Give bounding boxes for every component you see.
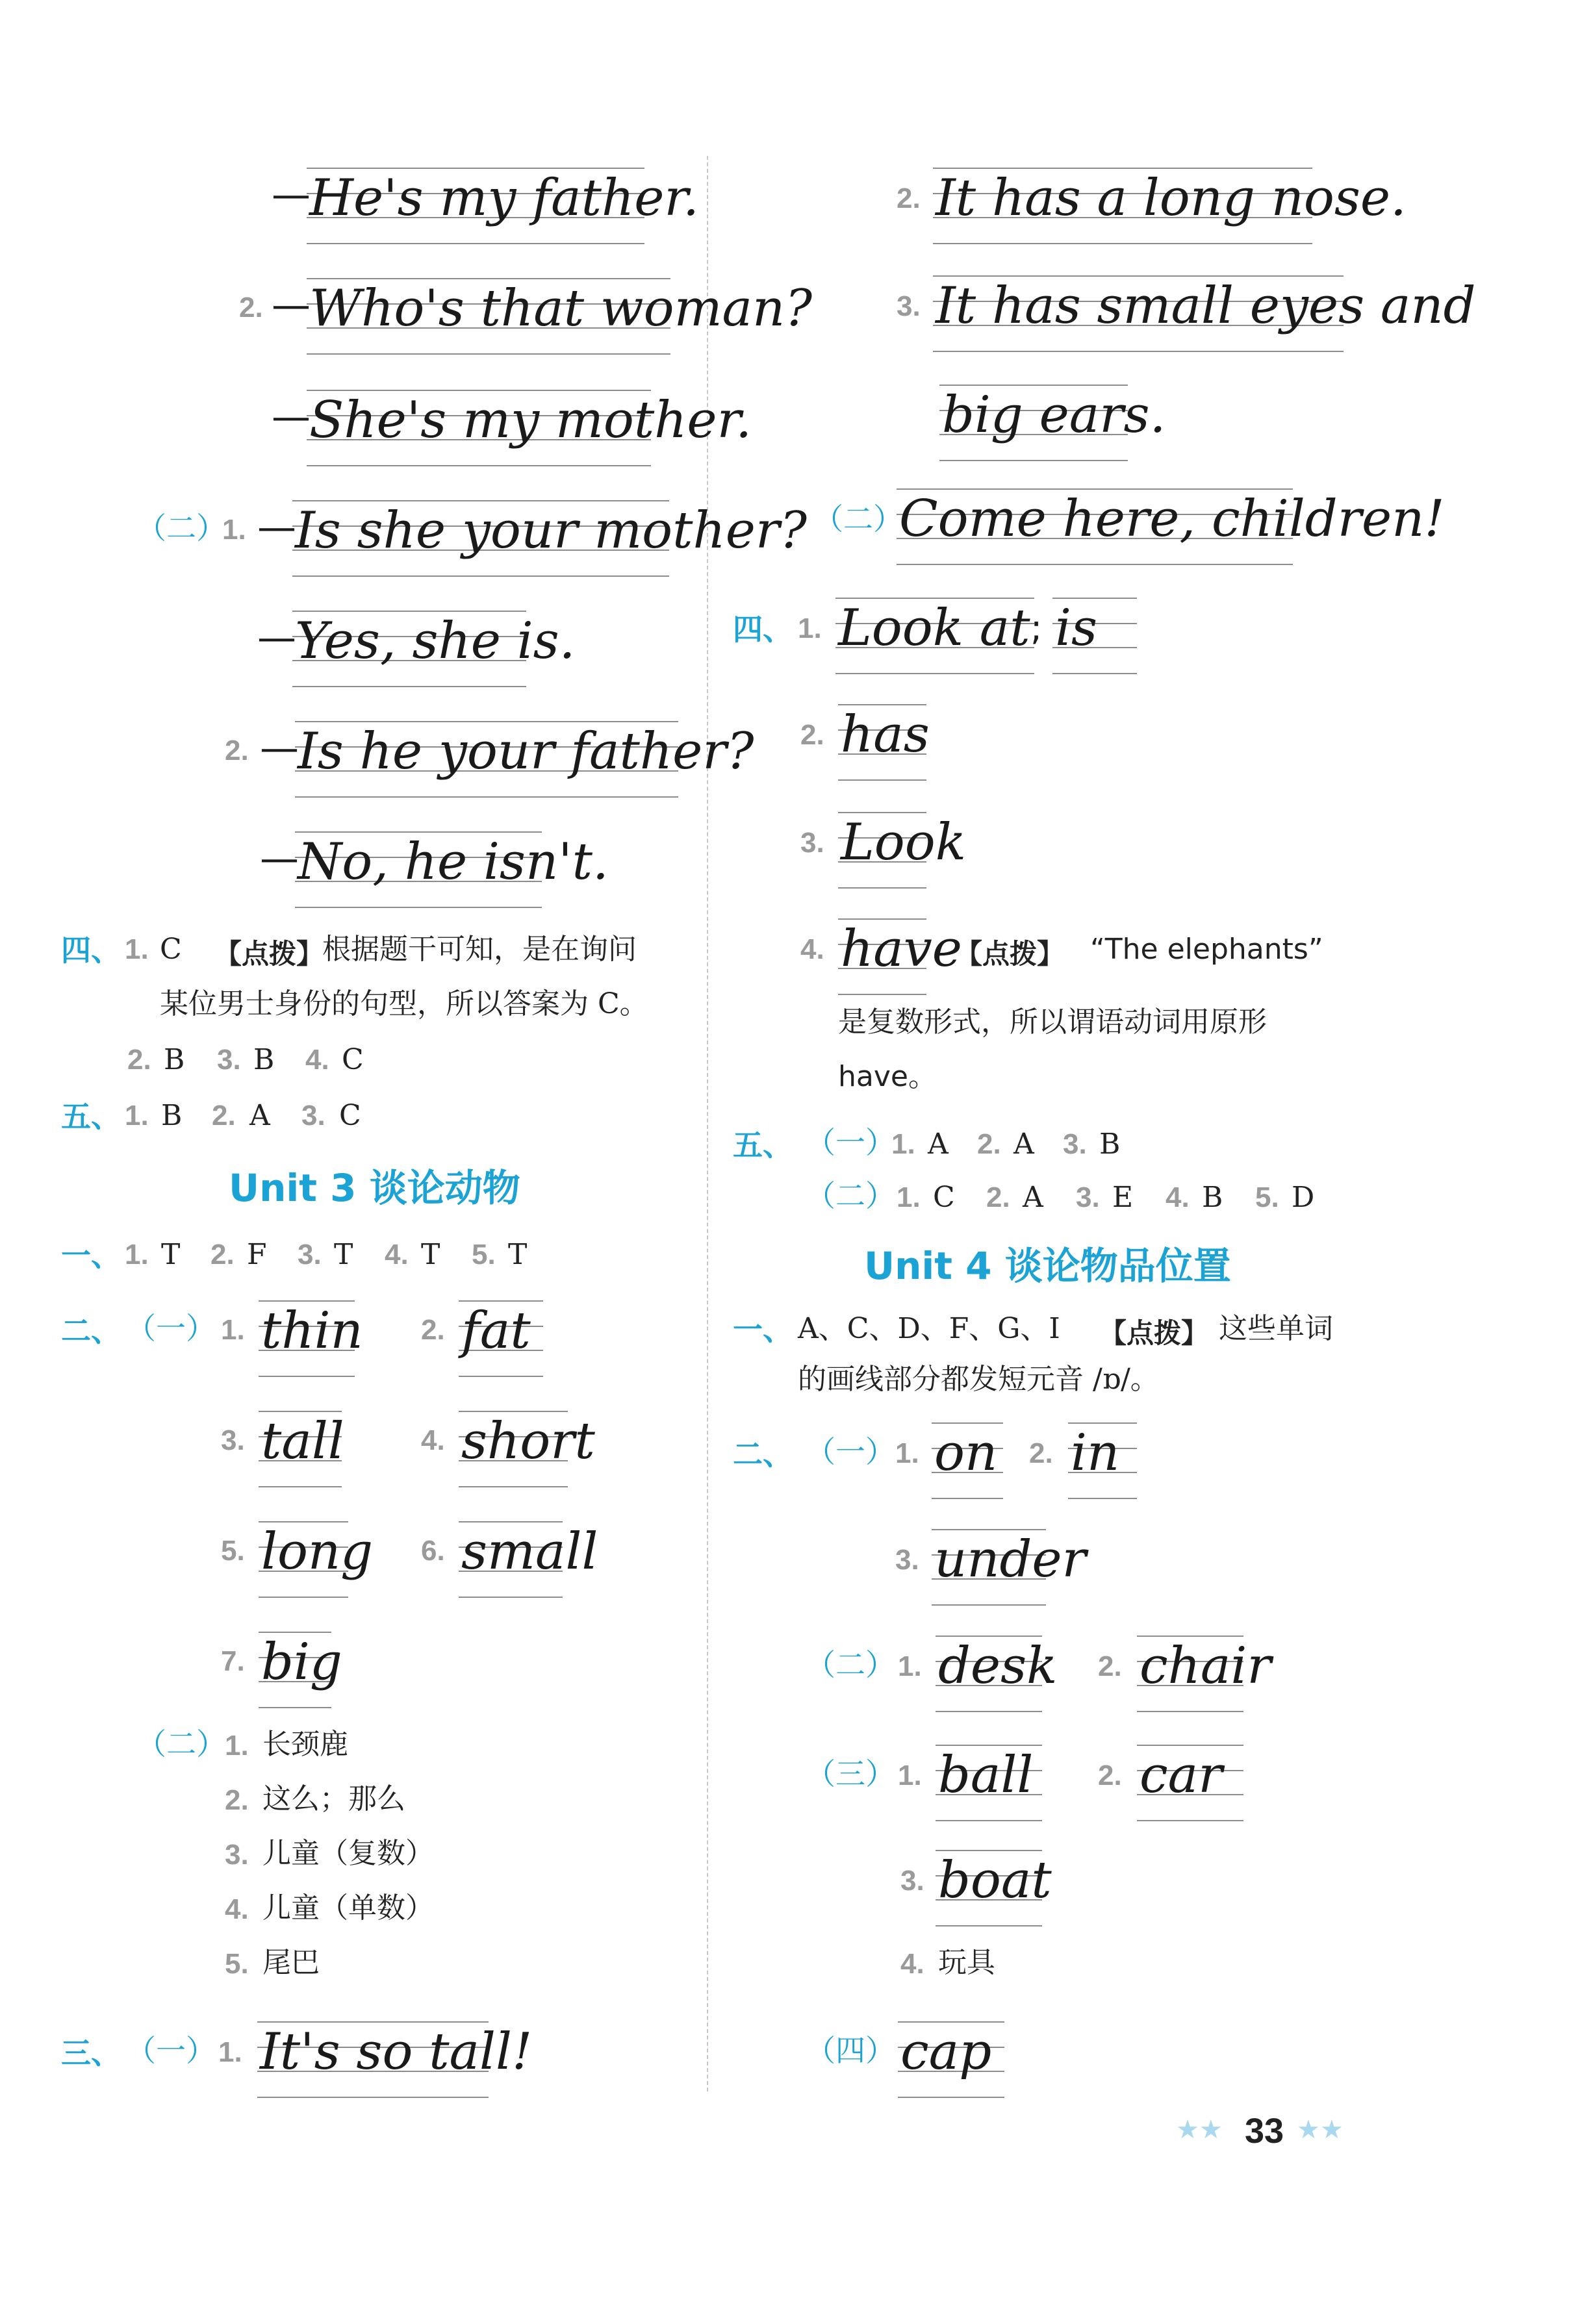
- handwriting-text: Come here, children!: [899, 490, 1445, 548]
- item-number: 3.: [298, 1239, 322, 1270]
- handwriting-line: [307, 278, 813, 355]
- handwriting-line: [1068, 1422, 1137, 1499]
- section-label: 二、: [61, 1313, 121, 1348]
- item-number: 2.: [1029, 1437, 1053, 1469]
- handwriting-line: [292, 611, 576, 687]
- dash: —: [272, 283, 311, 328]
- tip-text: have。: [838, 1060, 937, 1093]
- handwriting-text: tall: [261, 1412, 344, 1471]
- item-number: 2.: [800, 719, 824, 751]
- item-number: 2.: [1098, 1760, 1122, 1791]
- handwriting-text: boat: [938, 1851, 1052, 1910]
- handwriting-text: cap: [900, 2023, 992, 2081]
- handwriting-text: Is he your father?: [298, 722, 754, 781]
- handwriting-text: Yes, she is.: [295, 612, 576, 670]
- handwriting-line: [838, 812, 966, 889]
- handwriting-line: [933, 168, 1407, 244]
- item-number: 2.: [1098, 1650, 1122, 1682]
- sub-section-label: （一）: [806, 1125, 895, 1160]
- item-number: 3.: [895, 1544, 919, 1576]
- sub-section-label: （二）: [806, 1178, 895, 1213]
- handwriting-text: chair: [1140, 1637, 1271, 1695]
- handwriting-line: [459, 1521, 598, 1598]
- item-text: 儿童（复数）: [262, 1837, 434, 1870]
- handwriting-text: Look: [841, 813, 966, 872]
- handwriting-line: [939, 385, 1166, 461]
- item-number: 3.: [221, 1424, 245, 1456]
- answer: T: [334, 1238, 353, 1271]
- handwriting-line: [459, 1300, 543, 1377]
- answer: D: [1292, 1181, 1315, 1214]
- item-number: 1.: [125, 1100, 149, 1131]
- sub-section-label: （三）: [806, 1756, 895, 1791]
- handwriting-text: big: [261, 1633, 342, 1691]
- handwriting-text: in: [1071, 1424, 1120, 1482]
- handwriting-text: Look at: [838, 599, 1030, 657]
- sub-section-label: （一）: [126, 1311, 216, 1346]
- handwriting-text: is: [1055, 599, 1097, 657]
- item-number: 1.: [225, 1730, 249, 1762]
- sub-section-label: （二）: [806, 1647, 895, 1682]
- tip-text: 是复数形式，所以谓语动词用原形: [838, 1005, 1267, 1039]
- answer: A: [1013, 1128, 1034, 1161]
- item-number: 3.: [1076, 1181, 1100, 1213]
- handwriting-line: [933, 275, 1476, 352]
- answer: T: [161, 1238, 181, 1271]
- handwriting-text: have: [841, 920, 962, 978]
- handwriting-line: [1137, 1745, 1243, 1821]
- handwriting-line: [259, 1632, 342, 1708]
- handwriting-line: [307, 390, 752, 466]
- sub-section-label: （二）: [136, 1726, 226, 1762]
- item-number: 2.: [212, 1100, 236, 1131]
- item-number: 3.: [1063, 1128, 1087, 1160]
- item-text: 尾巴: [262, 1946, 320, 1979]
- handwriting-line: [835, 598, 1034, 674]
- tip-text: “The elephants”: [1090, 933, 1323, 966]
- handwriting-text: small: [461, 1522, 598, 1581]
- dash: —: [260, 836, 299, 881]
- handwriting-line: [259, 1521, 374, 1598]
- decorative-stars-right: ★★: [1297, 2115, 1344, 2145]
- dash: —: [257, 505, 296, 550]
- handwriting-line: [259, 1411, 342, 1487]
- item-number: 2.: [127, 1044, 151, 1076]
- item-number: 3.: [225, 1839, 249, 1871]
- item-number: 6.: [421, 1535, 445, 1567]
- answer: C: [339, 1099, 361, 1132]
- answer: A: [928, 1128, 949, 1161]
- separator: ;: [1030, 607, 1043, 648]
- tip-text: 这些单词: [1219, 1312, 1333, 1345]
- section-label: 三、: [61, 2036, 121, 2071]
- item-number: 4.: [305, 1044, 329, 1076]
- handwriting-text: on: [934, 1424, 998, 1482]
- item-number: 5.: [1255, 1181, 1279, 1213]
- section-label: 五、: [61, 1099, 121, 1134]
- handwriting-line: [936, 1745, 1042, 1821]
- section-label: 五、: [733, 1128, 793, 1163]
- item-number: 5.: [221, 1535, 245, 1567]
- sub-section-label: （一）: [806, 1434, 895, 1469]
- handwriting-text: big ears.: [942, 386, 1166, 444]
- item-text: 长颈鹿: [262, 1728, 348, 1761]
- handwriting-line: [459, 1411, 595, 1487]
- item-number: 4.: [800, 933, 824, 965]
- item-number: 2.: [897, 183, 921, 214]
- section-label: 四、: [61, 933, 121, 968]
- handwriting-line: [292, 500, 807, 577]
- tip-label: 【点拨】: [214, 938, 324, 970]
- handwriting-text: fat: [461, 1302, 531, 1360]
- handwriting-line: [838, 918, 962, 995]
- handwriting-text: under: [934, 1530, 1086, 1589]
- handwriting-text: No, he isn't.: [298, 833, 609, 891]
- dash: —: [260, 726, 299, 771]
- handwriting-text: long: [261, 1522, 374, 1581]
- answer: B: [161, 1099, 183, 1132]
- item-number: 2.: [210, 1239, 235, 1270]
- item-number: 3.: [217, 1044, 241, 1076]
- dash: —: [257, 615, 296, 661]
- unit-title: Unit 4 谈论物品位置: [864, 1244, 1231, 1288]
- item-number: 4.: [1166, 1181, 1190, 1213]
- handwriting-line: [257, 2021, 533, 2098]
- item-number: 1.: [898, 1650, 922, 1682]
- item-number: 1.: [222, 514, 246, 546]
- item-number: 1.: [895, 1437, 919, 1469]
- item-number: 1.: [218, 2036, 242, 2068]
- handwriting-line: [1137, 1636, 1271, 1712]
- answer: E: [1112, 1181, 1134, 1214]
- handwriting-text: has: [841, 705, 930, 764]
- item-text: 这么；那么: [262, 1782, 405, 1815]
- item-number: 1.: [897, 1181, 921, 1213]
- answer: B: [164, 1043, 185, 1076]
- item-number: 5.: [225, 1948, 249, 1980]
- item-number: 3.: [301, 1100, 325, 1131]
- handwriting-line: [259, 1300, 363, 1377]
- item-number: 1.: [125, 933, 149, 965]
- tip-label: 【点拨】: [1099, 1317, 1209, 1349]
- handwriting-line: [898, 2021, 1004, 2098]
- answer: F: [247, 1238, 267, 1271]
- item-number: 7.: [221, 1645, 245, 1677]
- tip-text: 根据题干可知，是在询问: [322, 933, 637, 966]
- handwriting-line: [936, 1850, 1052, 1926]
- answer: B: [1099, 1128, 1121, 1161]
- item-number: 4.: [900, 1948, 924, 1980]
- item-text: 玩具: [938, 1946, 995, 1979]
- answer: T: [508, 1238, 528, 1271]
- item-number: 3.: [900, 1865, 924, 1897]
- handwriting-text: Who's that woman?: [309, 279, 813, 338]
- handwriting-text: It has small eyes and: [936, 277, 1476, 335]
- sub-section-label: （四）: [806, 2033, 895, 2068]
- sub-section-label: （二）: [813, 501, 903, 537]
- answer: A: [1023, 1181, 1043, 1214]
- item-number: 2.: [225, 1784, 249, 1816]
- item-number: 1.: [125, 1239, 149, 1270]
- dash: —: [272, 172, 311, 218]
- sub-section-label: （一）: [126, 2033, 216, 2068]
- handwriting-text: He's my father.: [309, 169, 699, 227]
- handwriting-text: short: [461, 1412, 595, 1471]
- unit-title: Unit 3 谈论动物: [229, 1166, 520, 1210]
- section-label: 二、: [733, 1437, 793, 1472]
- sub-section-label: （二）: [136, 511, 226, 546]
- tip-text: 的画线部分都发短元音 /ɒ/。: [798, 1363, 1159, 1396]
- handwriting-text: thin: [261, 1302, 363, 1360]
- item-number: 4.: [225, 1893, 249, 1925]
- answer: B: [1202, 1181, 1223, 1214]
- item-number: 5.: [472, 1239, 496, 1270]
- handwriting-line: [1052, 598, 1137, 674]
- decorative-stars-left: ★★: [1176, 2115, 1223, 2145]
- section-label: 四、: [733, 612, 793, 647]
- item-number: 3.: [897, 290, 921, 322]
- dash: —: [272, 394, 311, 440]
- page-number: 33: [1245, 2112, 1284, 2151]
- item-number: 2.: [239, 292, 263, 323]
- handwriting-line: [932, 1422, 1003, 1499]
- handwriting-text: ball: [938, 1746, 1034, 1804]
- item-number: 2.: [977, 1128, 1001, 1160]
- item-number: 1.: [798, 613, 822, 644]
- answer: A、C、D、F、G、I: [798, 1312, 1060, 1345]
- answer: C: [342, 1043, 364, 1076]
- section-label: 一、: [61, 1238, 121, 1273]
- handwriting-line: [932, 1529, 1086, 1606]
- handwriting-line: [936, 1636, 1058, 1712]
- tip-text: 某位男士身份的句型，所以答案为 C。: [160, 987, 648, 1020]
- handwriting-line: [838, 704, 930, 781]
- item-text: 儿童（单数）: [262, 1891, 434, 1925]
- handwriting-line: [295, 831, 609, 908]
- handwriting-line: [897, 488, 1445, 565]
- tip-label: 【点拨】: [955, 938, 1065, 970]
- section-label: 一、: [733, 1312, 793, 1347]
- handwriting-line: [295, 721, 754, 798]
- item-number: 1.: [891, 1128, 915, 1160]
- item-number: 2.: [421, 1314, 445, 1346]
- handwriting-line: [307, 168, 699, 244]
- handwriting-text: It's so tall!: [260, 2023, 533, 2081]
- answer: C: [160, 933, 182, 966]
- item-number: 1.: [898, 1760, 922, 1791]
- handwriting-text: Is she your mother?: [295, 501, 807, 560]
- item-number: 2.: [986, 1181, 1010, 1213]
- answer: B: [253, 1043, 275, 1076]
- handwriting-text: It has a long nose.: [936, 169, 1407, 227]
- item-number: 4.: [421, 1424, 445, 1456]
- handwriting-text: She's my mother.: [309, 391, 752, 449]
- handwriting-text: car: [1140, 1746, 1223, 1804]
- item-number: 3.: [800, 827, 824, 859]
- item-number: 4.: [385, 1239, 409, 1270]
- answer: A: [249, 1099, 270, 1132]
- item-number: 1.: [221, 1314, 245, 1346]
- handwriting-text: desk: [938, 1637, 1058, 1695]
- answer: C: [933, 1181, 955, 1214]
- answer: T: [421, 1238, 440, 1271]
- item-number: 2.: [225, 735, 249, 766]
